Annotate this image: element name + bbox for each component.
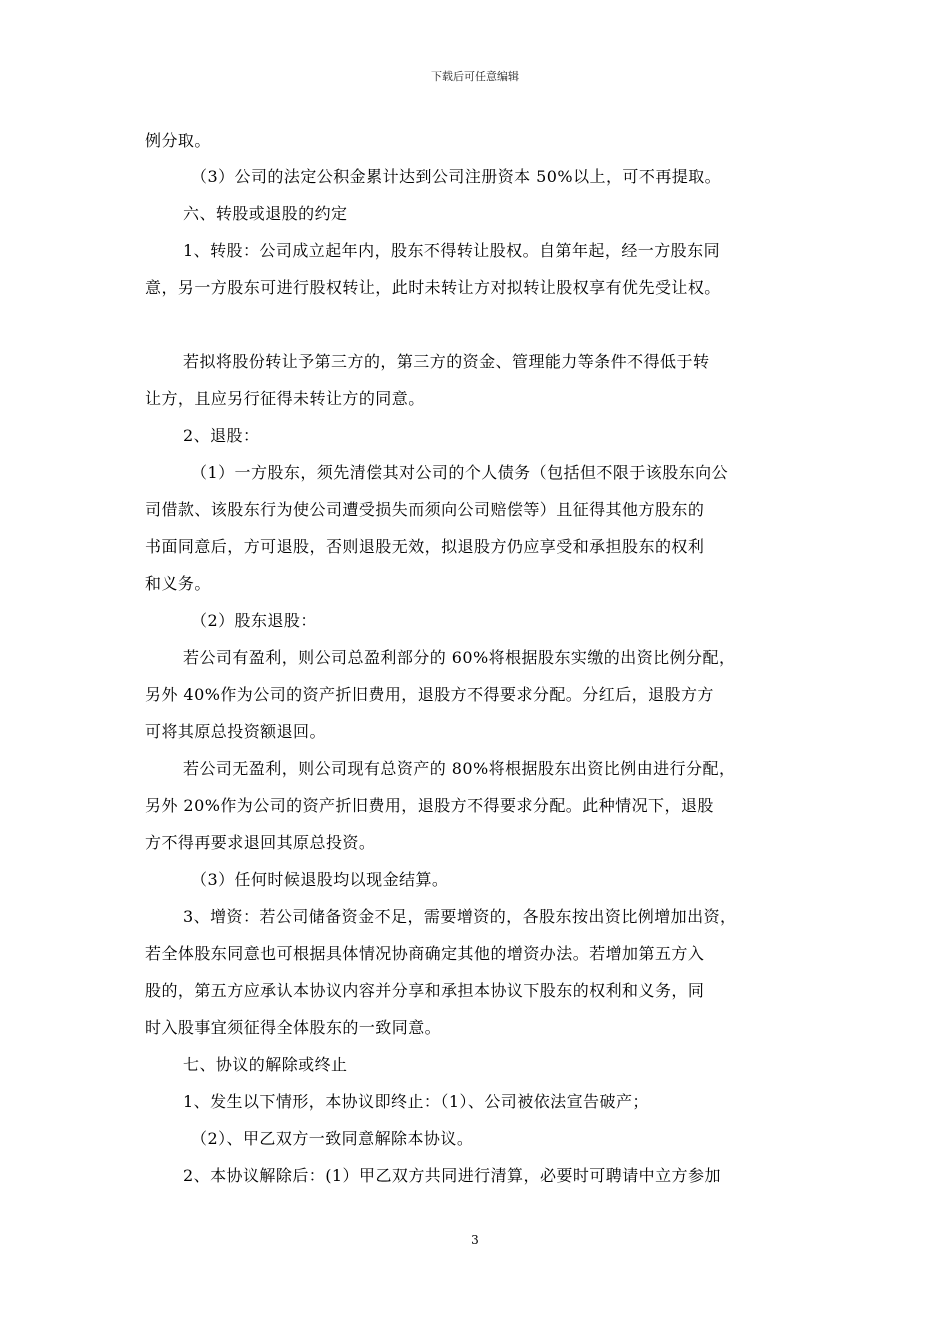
paragraph-line: 可将其原总投资额退回。 bbox=[145, 722, 326, 741]
paragraph-line: 1、发生以下情形，本协议即终止：（1）、公司被依法宣告破产； bbox=[183, 1092, 649, 1111]
section-heading: 六、转股或退股的约定 bbox=[183, 204, 348, 223]
page-header: 下载后可任意编辑 bbox=[431, 70, 519, 83]
paragraph-line: 3、增资：若公司储备资金不足，需要增资的，各股东按出资比例增加出资， bbox=[183, 907, 737, 926]
paragraph-line: 时入股事宜须征得全体股东的一致同意。 bbox=[145, 1018, 442, 1037]
paragraph-line: 2、本协议解除后：(1）甲乙双方共同进行清算，必要时可聘请中立方参加 bbox=[183, 1166, 721, 1185]
paragraph-line: 若拟将股份转让予第三方的，第三方的资金、管理能力等条件不得低于转 bbox=[183, 352, 710, 371]
paragraph-line: 意，另一方股东可进行股权转让，此时未转让方对拟转让股权享有优先受让权。 bbox=[145, 278, 721, 297]
paragraph-line: 和义务。 bbox=[145, 574, 211, 593]
paragraph-line: 另外 40%作为公司的资产折旧费用，退股方不得要求分配。分红后，退股方方 bbox=[145, 685, 714, 704]
paragraph-line: （2）股东退股： bbox=[191, 611, 317, 630]
paragraph-line: 书面同意后，方可退股，否则退股无效，拟退股方仍应享受和承担股东的权利 bbox=[145, 537, 705, 556]
paragraph-line: 让方，且应另行征得未转让方的同意。 bbox=[145, 389, 425, 408]
paragraph-line: 2、退股： bbox=[183, 426, 260, 445]
paragraph-line: 若公司无盈利，则公司现有总资产的 80%将根据股东出资比例由进行分配， bbox=[183, 759, 736, 778]
paragraph-line: （1）一方股东，须先清偿其对公司的个人债务（包括但不限于该股东向公 bbox=[191, 463, 729, 482]
section-heading: 七、协议的解除或终止 bbox=[183, 1055, 348, 1074]
paragraph-line: （2）、甲乙双方一致同意解除本协议。 bbox=[191, 1129, 474, 1148]
paragraph-line: 若公司有盈利，则公司总盈利部分的 60%将根据股东实缴的出资比例分配， bbox=[183, 648, 736, 667]
paragraph-line: （3）公司的法定公积金累计达到公司注册资本 50%以上，可不再提取。 bbox=[191, 167, 722, 186]
paragraph-line: 1、转股：公司成立起年内，股东不得转让股权。自第年起，经一方股东同 bbox=[183, 241, 721, 260]
paragraph-line: （3）任何时候退股均以现金结算。 bbox=[191, 870, 449, 889]
paragraph-line: 例分取。 bbox=[145, 131, 211, 150]
paragraph-line: 若全体股东同意也可根据具体情况协商确定其他的增资办法。若增加第五方入 bbox=[145, 944, 705, 963]
paragraph-line: 股的，第五方应承认本协议内容并分享和承担本协议下股东的权利和义务，同 bbox=[145, 981, 705, 1000]
paragraph-line: 方不得再要求退回其原总投资。 bbox=[145, 833, 376, 852]
paragraph-line: 另外 20%作为公司的资产折旧费用，退股方不得要求分配。此种情况下，退股 bbox=[145, 796, 714, 815]
paragraph-line: 司借款、该股东行为使公司遭受损失而须向公司赔偿等）且征得其他方股东的 bbox=[145, 500, 705, 519]
page-number: 3 bbox=[471, 1233, 479, 1247]
